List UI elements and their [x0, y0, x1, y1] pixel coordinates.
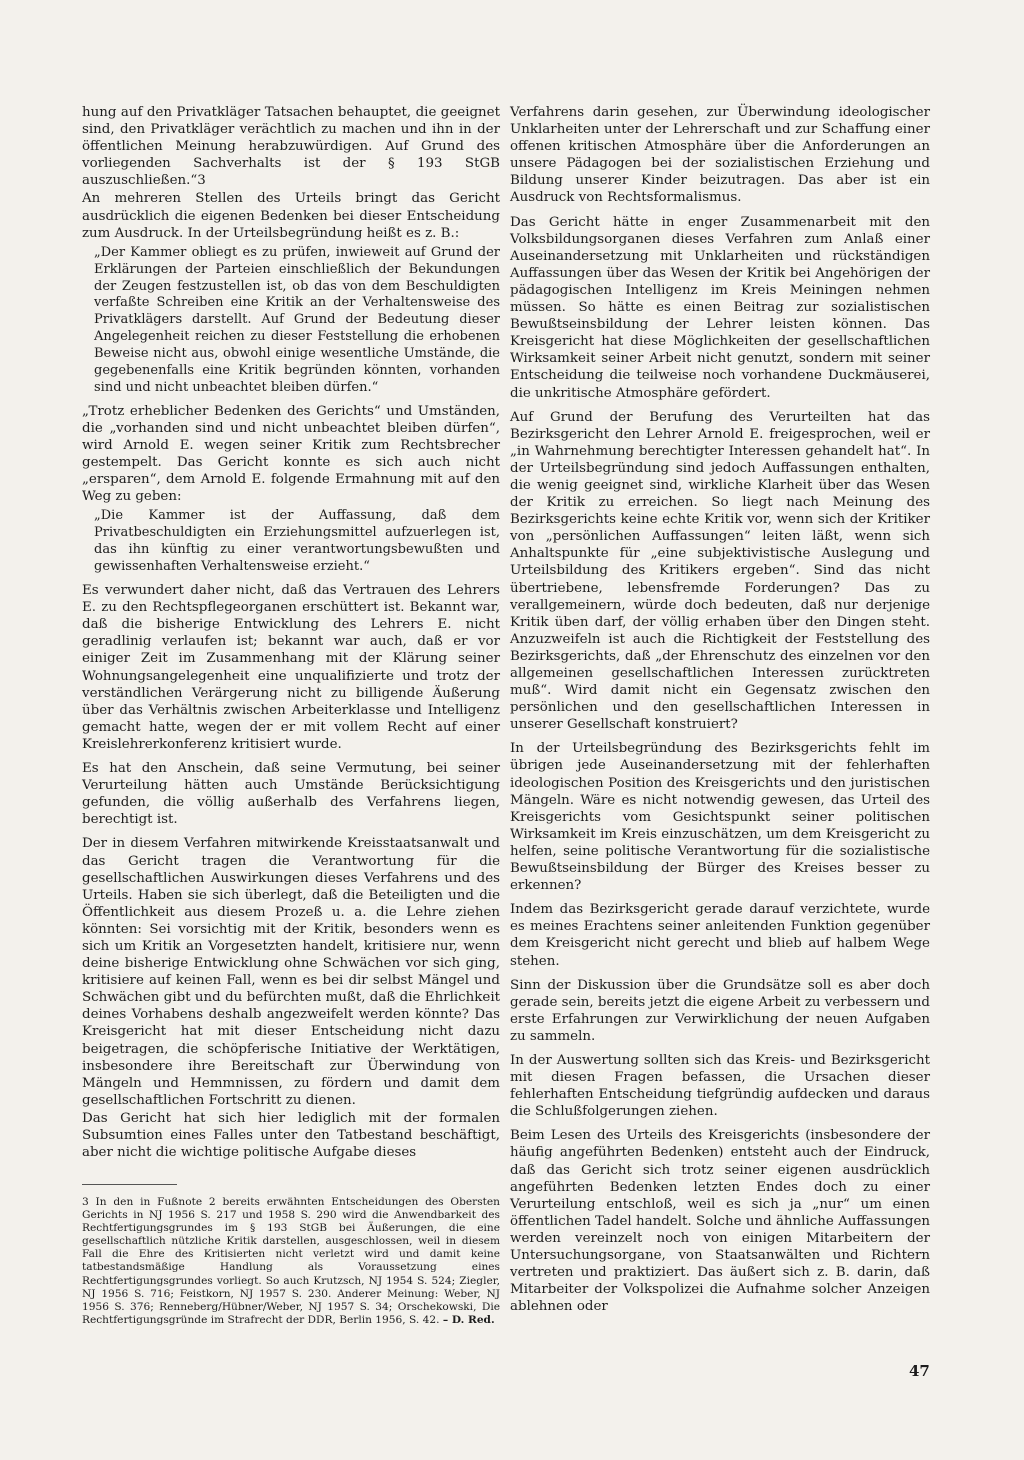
block-quote: „Die Kammer ist der Auffassung, daß dem Privatbeschuldigten ein Erziehungsmittel aufzuerlegen ist, das ihn künftig zu einer verantwortungsbewußten und gewissenhaften Verhaltensweise erzieht.“: [94, 508, 500, 575]
page-number: 47: [909, 1362, 930, 1380]
left-column: [82, 104, 500, 1162]
paragraph: „Trotz erheblicher Bedenken des Gerichts“ und Umständen, die „vorhanden sind und nicht unbeachtet bleiben dürfen“, wird Arnold E. wegen seiner Kritik zum Rechtsbrecher gestempelt. Das Gericht konnte es sich auch nicht „ersparen“, dem Arnold E. folgende Ermahnung mit auf den Weg zu geben:: [82, 403, 500, 505]
paragraph: Sinn der Diskussion über die Grundsätze soll es aber doch gerade sein, bereits jetzt die eigene Arbeit zu verbessern und erste Erfahrungen zur Verwirklichung der neuen Aufgaben zu sammeln.: [510, 977, 930, 1044]
paragraph: Es hat den Anschein, daß seine Vermutung, bei seiner Verurteilung hätten auch Umstände Berücksichtigung gefunden, die völlig außerhalb des Verfahrens liegen, berechtigt ist.: [82, 761, 500, 828]
paragraph: hung auf den Privatkläger Tatsachen behauptet, die geeignet sind, den Privatkläger verächtlich zu machen und ihn in der öffentlichen Meinung herabzuwürdigen. Auf Grund des vorliegenden Sachverhalts ist der § 193 StGB auszuschließen.“3: [82, 105, 500, 189]
paragraph: Indem das Bezirksgericht gerade darauf verzichtete, wurde es meines Erachtens seiner anleitenden Funktion gegenüber dem Kreisgericht nicht gerecht und blieb auf halbem Wege stehen.: [510, 902, 930, 969]
paragraph: An mehreren Stellen des Urteils bringt das Gericht ausdrücklich die eigenen Bedenken bei dieser Entscheidung zum Ausdruck. In der Urteilsbegründung heißt es z. B.:: [82, 191, 500, 241]
paragraph: Der in diesem Verfahren mitwirkende Kreisstaatsanwalt und das Gericht tragen die Verantwortung für die gesellschaftlichen Auswirkungen dieses Verfahrens und des Urteils. Haben sie sich überlegt, daß die Beteiligten und die Öffentlichkeit aus diesem Prozeß u. a. die Lehre ziehen könnten: Sei vorsichtig mit der Kritik, besonders wenn es sich um Kritik an Vorgesetzten handelt, kritisiere nur, wenn deine bisherige Entwicklung ohne Schwächen vor sich ging, kritisiere auf keinen Fall, wenn es bei dir selbst Mängel und Schwächen gibt und du befürchten mußt, daß die Ehrlichkeit deines Vorhabens deshalb angezweifelt werden könnte? Das Kreisgericht hat mit dieser Entscheidung nicht dazu beigetragen, die schöpferische Initiative der Werktätigen, insbesondere ihre Bereitschaft zur Überwindung von Mängeln und Hemmnissen, zu fördern und damit dem gesellschaftlichen Fortschritt zu dienen.: [82, 836, 500, 1108]
footnote-text: 3 In den in Fußnote 2 bereits erwähnten Entscheidungen des Obersten Gerichts in NJ 1956 S. 217 und 1958 S. 290 wird die Anwendbarkeit des Rechtfertigungsgrundes im § 193 StGB bei Äußerungen, die eine gesellschaftlich nützliche Kritik darstellen, ausgeschlossen, weil in diesem Fall die Ehre des Kritisierten nicht verletzt wird und damit keine tatbestandsmäßige Handlung als Voraussetzung eines Rechtfertigungsgrundes vorliegt. So auch Krutzsch, NJ 1954 S. 524; Ziegler, NJ 1956 S. 716; Feistkorn, NJ 1957 S. 230. Anderer Meinung: Weber, NJ 1956 S. 376; Renneberg/Hübner/Weber, NJ 1957 S. 34; Orschekowski, Die Rechtfertigungsgründe im Strafrecht der DDR, Berlin 1956, S. 42.: [82, 1196, 500, 1326]
footnote-divider: [82, 1184, 177, 1185]
paragraph: In der Auswertung sollten sich das Kreis- und Bezirksgericht mit diesen Fragen befassen, die Ursachen dieser fehlerhaften Entscheidung tiefgründig aufdecken und daraus die Schlußfolgerungen ziehen.: [510, 1052, 930, 1120]
paragraph: Es verwundert daher nicht, daß das Vertrauen des Lehrers E. zu den Rechtspflegeorganen erschüttert ist. Bekannt war, daß die bisherige Entwicklung des Lehrers E. nicht geradlinig verlaufen ist; bekannt war auch, daß er vor einiger Zeit im Zusammenhang mit der Klärung seiner Wohnungsangelegenheit eine unqualifizierte und trotz der verständlichen Verärgerung nicht zu billigende Äußerung über das Verhältnis zwischen Arbeiterklasse und Intelligenz gemacht hatte, wegen der er mit vollem Recht auf einer Kreislehrerkonferenz kritisiert wurde.: [82, 583, 500, 752]
paragraph: Verfahrens darin gesehen, zur Überwindung ideologischer Unklarheiten unter der Lehrerschaft und zur Schaffung einer offenen kritischen Atmosphäre über die Anforderungen an unsere Pädagogen bei der sozialistischen Erziehung und Bildung unserer Kinder beizutragen. Das aber ist ein Ausdruck von Rechtsformalismus.: [510, 105, 930, 206]
right-column: [510, 104, 930, 1322]
paragraph: Das Gericht hat sich hier lediglich mit der formalen Subsumtion eines Falles unter den Tatbestand beschäftigt, aber nicht die wichtige politische Aufgabe dieses: [82, 1110, 500, 1161]
paragraph: Das Gericht hätte in enger Zusammenarbeit mit den Volksbildungsorganen dieses Verfahren zum Anlaß einer Auseinandersetzung mit Unklarheiten und rückständigen Auffassungen über das Wesen der Kritik bei Angehörigen der pädagogischen Intelligenz im Kreis Meiningen nehmen müssen. So hätte es einen Beitrag zur sozialistischen Bewußtseinsbildung der Lehrer leisten können. Das Kreisgericht hat diese Möglichkeiten der gesellschaftlichen Wirksamkeit seiner Arbeit nicht genutzt, sondern mit seiner Entscheidung die teilweise noch vorhandene Duckmäuserei, die unkritische Atmosphäre gefördert.: [510, 214, 930, 401]
footnote-editor-note: – D. Red.: [442, 1313, 495, 1326]
paragraph: Beim Lesen des Urteils des Kreisgerichts (insbesondere der häufig angeführten Bedenken) entsteht auch der Eindruck, daß das Gericht sich trotz seiner eigenen ausdrücklich angeführten Bedenken letzten Endes doch zu einer Verurteilung entschloß, weil es sich ja „nur“ um einen öffentlichen Tadel handelt. Solche und ähnliche Auffassungen werden vereinzelt noch von einigen Mitarbeitern der Untersuchungsorgane, von Staatsanwälten und Richtern vertreten und praktiziert. Das äußert sich z. B. darin, daß Mitarbeiter der Volkspolizei die Aufnahme solcher Anzeigen ablehnen oder: [510, 1128, 930, 1315]
footnote: [82, 1196, 500, 1327]
block-quote: „Der Kammer obliegt es zu prüfen, inwieweit auf Grund der Erklärungen der Parteien einschließlich der Bekundungen der Zeugen festzustellen ist, ob das von dem Beschuldigten verfaßte Schreiben eine Kritik an der Verhaltensweise des Privatklägers darstellt. Auf Grund der Bedeutung dieser Angelegenheit reichen zu dieser Feststellung die erhobenen Beweise nicht aus, obwohl einige wesentliche Umstände, die gegebenenfalls eine Kritik begründen könnten, vorhanden sind und nicht unbeachtet bleiben dürfen.“: [94, 244, 500, 395]
paragraph: Auf Grund der Berufung des Verurteilten hat das Bezirksgericht den Lehrer Arnold E. freigesprochen, weil er „in Wahrnehmung berechtigter Interessen gehandelt hat“. In der Urteilsbegründung sind jedoch Auffassungen enthalten, die wenig geeignet sind, wirkliche Klarheit über das Wesen der Kritik zu erreichen. So liegt nach Meinung des Bezirksgerichts keine echte Kritik vor, wenn sich der Kritiker von „persönlichen Auffassungen“ leiten läßt, wenn sich Anhaltspunkte für „eine subjektivistische Auslegung und Urteilsbildung des Kritikers ergeben“. Sind das nicht übertriebene, lebensfremde Forderungen? Das zu verallgemeinern, würde doch bedeuten, daß nur derjenige Kritik üben darf, der völlig erhaben über den Dingen steht. Anzuzweifeln ist auch die Richtigkeit der Feststellung des Bezirksgerichts, daß „der Ehrenschutz des einzelnen vor den allgemeinen gesellschaftlichen Interessen zurücktreten muß“. Wird damit nicht ein Gegensatz zwischen den persönlichen und den gesellschaftlichen Interessen in unserer Gesellschaft konstruiert?: [510, 409, 930, 733]
paragraph: In der Urteilsbegründung des Bezirksgerichts fehlt im übrigen jede Auseinandersetzung mit der fehlerhaften ideologischen Position des Kreisgerichts und den juristischen Mängeln. Wäre es nicht notwendig gewesen, das Urteil des Kreisgerichts vom Gesichtspunkt seiner politischen Wirksamkeit im Kreis einzuschätzen, um dem Kreisgericht zu helfen, seine politische Verantwortung für die sozialistische Bewußtseinsbildung der Bürger des Kreises besser zu erkennen?: [510, 741, 930, 894]
